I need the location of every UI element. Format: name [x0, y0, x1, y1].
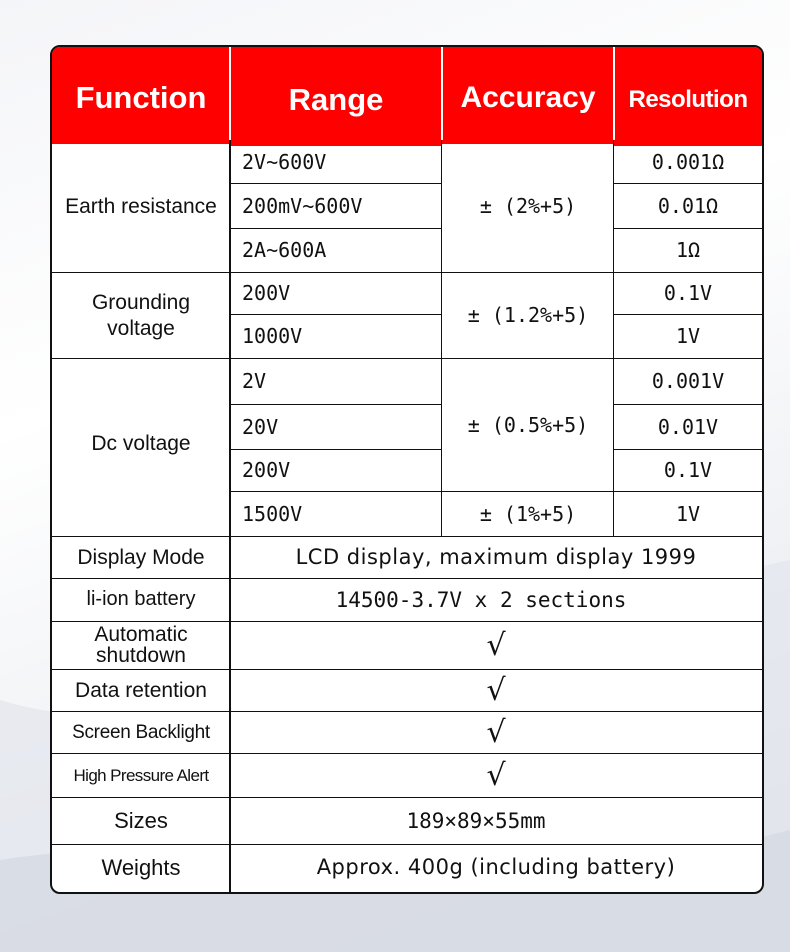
- grounding-label-line1: Grounding: [91, 290, 191, 314]
- column-divider: [441, 140, 442, 536]
- header-divider: [441, 47, 443, 140]
- specification-table: [50, 45, 764, 894]
- header-divider: [613, 47, 615, 140]
- feature-battery-label: li-ion battery: [86, 588, 196, 610]
- accuracy-value: ± (1%+5): [479, 501, 577, 526]
- group-divider: [52, 669, 762, 670]
- group-divider: [52, 272, 762, 273]
- header-range: Range: [230, 53, 442, 146]
- feature-weights-value: Approx. 400g (including battery): [316, 855, 676, 879]
- group-divider: [52, 578, 762, 579]
- feature-weights-label: Weights: [101, 854, 181, 880]
- range-value: 1000V: [242, 324, 303, 348]
- range-value: 20V: [242, 414, 279, 439]
- column-divider: [613, 140, 614, 536]
- feature-auto-shutdown-check: √: [486, 627, 506, 663]
- resolution-value: 1V: [675, 324, 701, 348]
- range-value: 2V: [242, 369, 267, 393]
- feature-battery-value: 14500-3.7V x 2 sections: [335, 587, 627, 612]
- range-value: 2V~600V: [242, 149, 327, 174]
- resolution-value: 0.1V: [663, 458, 713, 482]
- row-divider: [230, 449, 442, 450]
- group-divider: [52, 621, 762, 622]
- resolution-value: 0.01Ω: [657, 193, 719, 218]
- header-function: Function: [52, 51, 230, 144]
- feature-display-mode-label: Display Mode: [77, 545, 205, 569]
- feature-sizes-label: Sizes: [114, 808, 168, 833]
- feature-data-retention-label: Data retention: [75, 678, 207, 702]
- row-divider: [614, 314, 762, 315]
- resolution-value: 0.001V: [651, 369, 725, 393]
- row-divider: [614, 449, 762, 450]
- range-value: 2A~600A: [242, 238, 327, 262]
- function-dc-voltage: Dc voltage: [91, 431, 191, 455]
- group-divider: [52, 844, 762, 845]
- header-resolution: Resolution: [614, 53, 762, 146]
- resolution-value: 1Ω: [675, 238, 701, 262]
- resolution-value: 0.1V: [663, 281, 713, 305]
- group-divider: [52, 711, 762, 712]
- resolution-value: 0.01V: [657, 414, 719, 439]
- group-divider: [52, 753, 762, 754]
- feature-alert-check: √: [486, 757, 506, 793]
- row-divider: [614, 228, 762, 229]
- row-divider: [230, 491, 762, 492]
- resolution-value: 1V: [675, 501, 701, 526]
- feature-display-mode-value: LCD display, maximum display 1999: [295, 545, 697, 569]
- row-divider: [614, 404, 762, 405]
- function-earth-resistance: Earth resistance: [65, 194, 217, 218]
- group-divider: [52, 797, 762, 798]
- feature-auto-shutdown-label: [52, 621, 230, 669]
- auto-shutdown-line2: shutdown: [96, 644, 186, 667]
- row-divider: [230, 228, 442, 229]
- header-accuracy: Accuracy: [442, 51, 614, 144]
- accuracy-value: ± (0.5%+5): [467, 412, 589, 437]
- feature-backlight-label: Screen Backlight: [72, 721, 210, 743]
- feature-alert-label: High Pressure Alert: [73, 765, 209, 785]
- feature-backlight-check: √: [486, 714, 506, 750]
- grounding-label-line2: voltage: [107, 316, 175, 340]
- feature-sizes-value: 189×89×55mm: [406, 808, 546, 833]
- function-grounding-voltage: [52, 272, 230, 358]
- row-divider: [614, 183, 762, 184]
- row-divider: [230, 183, 442, 184]
- header-divider: [229, 47, 231, 140]
- accuracy-value: ± (2%+5): [479, 194, 577, 218]
- range-value: 200V: [242, 281, 291, 305]
- feature-data-retention-check: √: [486, 672, 506, 708]
- row-divider: [230, 314, 442, 315]
- resolution-value: 0.001Ω: [651, 149, 725, 174]
- range-value: 200mV~600V: [242, 193, 363, 218]
- accuracy-value: ± (1.2%+5): [467, 303, 589, 327]
- auto-shutdown-line1: Automatic: [94, 623, 188, 646]
- column-divider: [229, 140, 231, 892]
- group-divider: [52, 358, 762, 359]
- range-value: 200V: [242, 458, 291, 482]
- range-value: 1500V: [242, 501, 303, 526]
- group-divider: [52, 536, 762, 537]
- row-divider: [230, 404, 442, 405]
